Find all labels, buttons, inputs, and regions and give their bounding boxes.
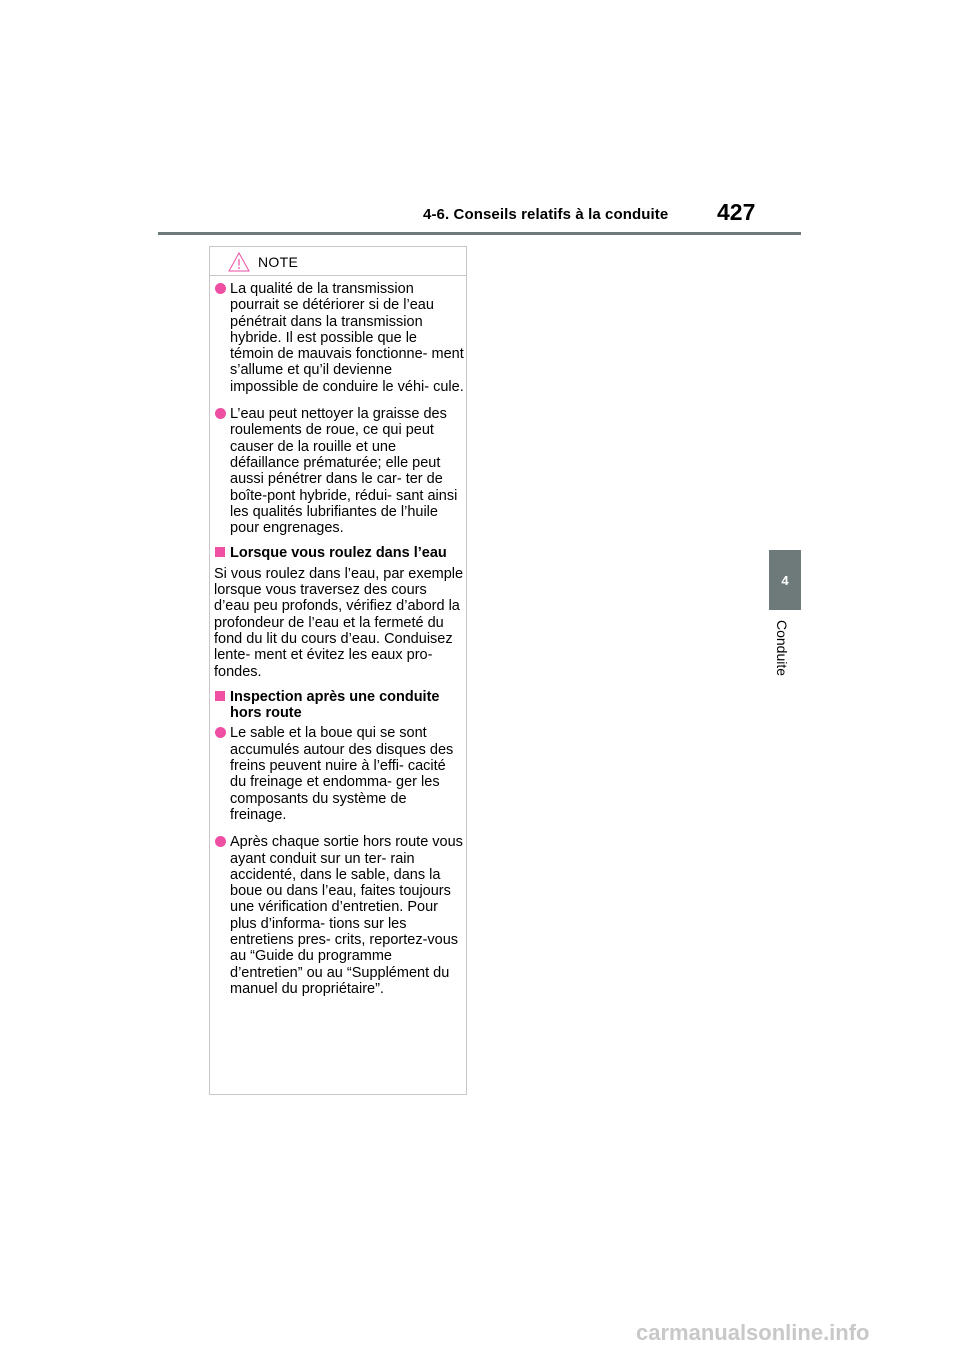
- heading-text: Lorsque vous roulez dans l’eau: [230, 545, 447, 562]
- bullet-icon: [215, 727, 226, 738]
- bullet-icon: [215, 408, 226, 419]
- note-title: NOTE: [258, 254, 299, 270]
- list-item-text: Après chaque sortie hors route vous ayant conduit sur un ter- rain accidenté, dans le sable, dans la boue ou dans l’eau, faites toujours une vérification d’entretien. Pour plus d’informa- tions sur les entretiens pres- crits, reportez-vous au “Guide du programme d’entretien” ou au “Supplément du manuel du propriétaire”.: [230, 834, 463, 997]
- list-item-text: La qualité de la transmission pourrait se détériorer si de l’eau pénétrait dans la transmission hybride. Il est possible que le témoin de mauvais fonctionne- ment s’allume et qu’il devienne impossible de conduire le véhi- cule.: [230, 281, 464, 395]
- section-title: 4-6. Conseils relatifs à la conduite: [423, 206, 669, 223]
- bullet-icon: [215, 283, 226, 294]
- body-paragraph: Si vous roulez dans l’eau, par exemple lorsque vous traversez des cours d’eau peu profonds, vérifiez d’abord la profondeur de l’eau et la fermeté du fond du lit du cours d’eau. Conduisez lente- ment et évitez les eaux pro- fondes.: [214, 565, 464, 680]
- section-heading: [214, 689, 464, 722]
- note-header: [210, 247, 466, 276]
- page-number: 427: [717, 199, 756, 225]
- square-bullet-icon: [215, 547, 225, 557]
- list-item-text: Le sable et la boue qui se sont accumulés autour des disques des freins peuvent nuire à l’effi- cacité du freinage et endomma- ger les composants du système de freinage.: [230, 725, 454, 823]
- bullet-icon: [215, 836, 226, 847]
- warning-icon: [228, 252, 250, 272]
- chapter-tab[interactable]: [769, 550, 801, 610]
- note-box: [209, 246, 467, 1095]
- chapter-label: Conduite: [774, 620, 790, 677]
- list-item: [214, 406, 464, 536]
- watermark-logo: carmanualsonline.info: [636, 1320, 870, 1345]
- list-item: [214, 725, 464, 823]
- heading-text: Inspection après une conduite hors route: [230, 688, 440, 722]
- square-bullet-icon: [215, 691, 225, 701]
- list-item: [214, 834, 464, 997]
- list-item: [214, 281, 464, 395]
- list-item-text: L’eau peut nettoyer la graisse des roulements de roue, ce qui peut causer de la rouille et une défaillance prématurée; elle peut aussi pénétrer dans le car- ter de boîte-pont hybride, rédui- sant ainsi les qualités lubrifiantes de l’huile pour engrenages.: [230, 406, 458, 537]
- chapter-number: 4: [781, 572, 789, 588]
- section-heading: [214, 545, 464, 561]
- header-rule: [158, 232, 801, 235]
- note-content: [214, 281, 464, 997]
